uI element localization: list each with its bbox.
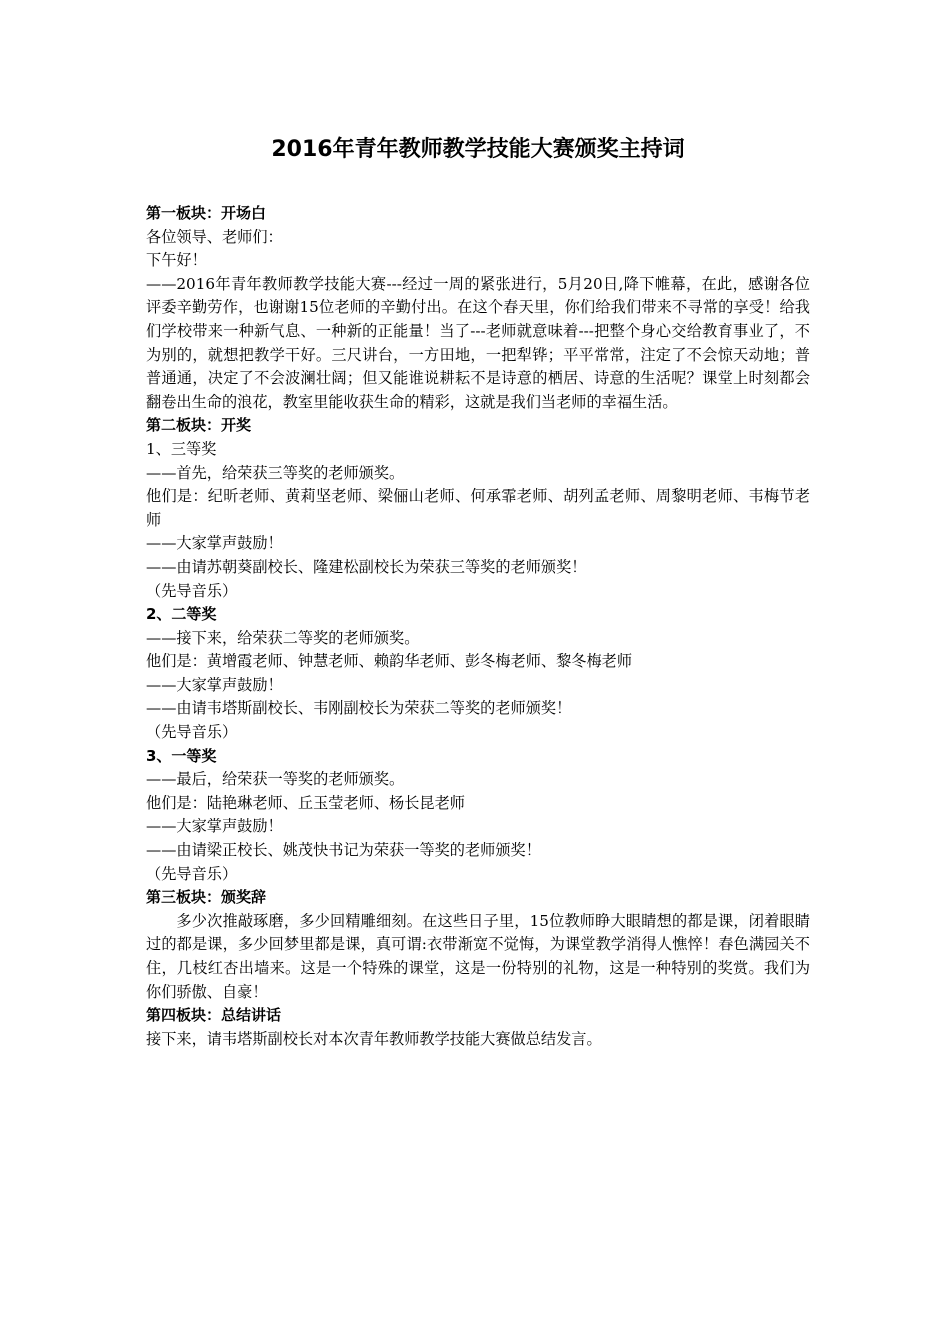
third-prize-heading: 1、三等奖: [146, 439, 217, 458]
third-prize-line: ——首先，给荣获三等奖的老师颁奖。: [146, 463, 405, 482]
document-body: [146, 202, 810, 1051]
third-prize-line: ——大家掌声鼓励！: [146, 534, 283, 553]
first-prize-line: ——由请梁正校长、姚茂快书记为荣获一等奖的老师颁奖！: [146, 841, 541, 860]
second-prize-line: ——接下来，给荣获二等奖的老师颁奖。: [146, 628, 420, 647]
second-prize-line: 他们是：黄增霞老师、钟慧老师、赖韵华老师、彭冬梅老师、黎冬梅老师: [146, 652, 632, 671]
section4-heading: 第四板块：总结讲话: [146, 1006, 282, 1025]
award-speech-paragraph: 多少次推敲琢磨，多少回精雕细刻。在这些日子里，15位教师睁大眼睛想的都是课，闭着眼睛过的都是课，多少回梦里都是课，真可谓:衣带渐宽不觉悔，为课堂教学消得人憔悴！春色满园关不住，几枝红杏出墙来。这是一个特殊的课堂，这是一份特别的礼物，这是一种特别的奖赏。我们为你们骄傲、自豪！: [146, 911, 810, 1001]
first-prize-line: 他们是：陆艳琳老师、丘玉莹老师、杨长昆老师: [146, 793, 465, 812]
section2-heading: 第二板块：开奖: [146, 416, 252, 435]
first-prize-line: （先导音乐）: [146, 864, 238, 883]
third-prize-line: 他们是：纪昕老师、黄莉坚老师、梁俪山老师、何承霏老师、胡列孟老师、周黎明老师、韦梅节老师: [146, 487, 810, 529]
closing-paragraph: 接下来，请韦塔斯副校长对本次青年教师教学技能大赛做总结发言。: [146, 1029, 602, 1048]
first-prize-line: ——大家掌声鼓励！: [146, 817, 283, 836]
second-prize-line: ——大家掌声鼓励！: [146, 675, 283, 694]
greeting-line: 下午好！: [146, 251, 207, 270]
second-prize-heading: 2、二等奖: [146, 605, 217, 624]
section3-heading: 第三板块：颁奖辞: [146, 888, 267, 907]
second-prize-line: ——由请韦塔斯副校长、韦刚副校长为荣获二等奖的老师颁奖！: [146, 699, 572, 718]
third-prize-line: ——由请苏朝葵副校长、隆建松副校长为荣获三等奖的老师颁奖！: [146, 557, 587, 576]
opening-paragraph: ——2016年青年教师教学技能大赛---经过一周的紧张进行，5月20日,降下帷幕，在此，感谢各位评委辛勤劳作，也谢谢15位老师的辛勤付出。在这个春天里，你们给我们带来不寻常的享受！给我们学校带来一种新气息、一种新的正能量！当了---老师就意味着---把整个身心交给教育事业了，不为别的，就想把教学干好。三尺讲台，一方田地，一把犁铧；平平常常，注定了不会惊天动地；普普通通，决定了不会波澜壮阔；但又能谁说耕耘不是诗意的栖居、诗意的生活呢？课堂上时刻都会翻卷出生命的浪花，教室里能收获生命的精彩，这就是我们当老师的幸福生活。: [146, 274, 810, 411]
greeting-line: 各位领导、老师们：: [146, 227, 283, 246]
third-prize-line: （先导音乐）: [146, 581, 238, 600]
first-prize-line: ——最后，给荣获一等奖的老师颁奖。: [146, 770, 405, 789]
first-prize-heading: 3、一等奖: [146, 746, 217, 765]
document-title: 2016年青年教师教学技能大赛颁奖主持词: [271, 137, 685, 162]
section1-heading: 第一板块：开场白: [146, 204, 267, 222]
second-prize-line: （先导音乐）: [146, 723, 238, 742]
